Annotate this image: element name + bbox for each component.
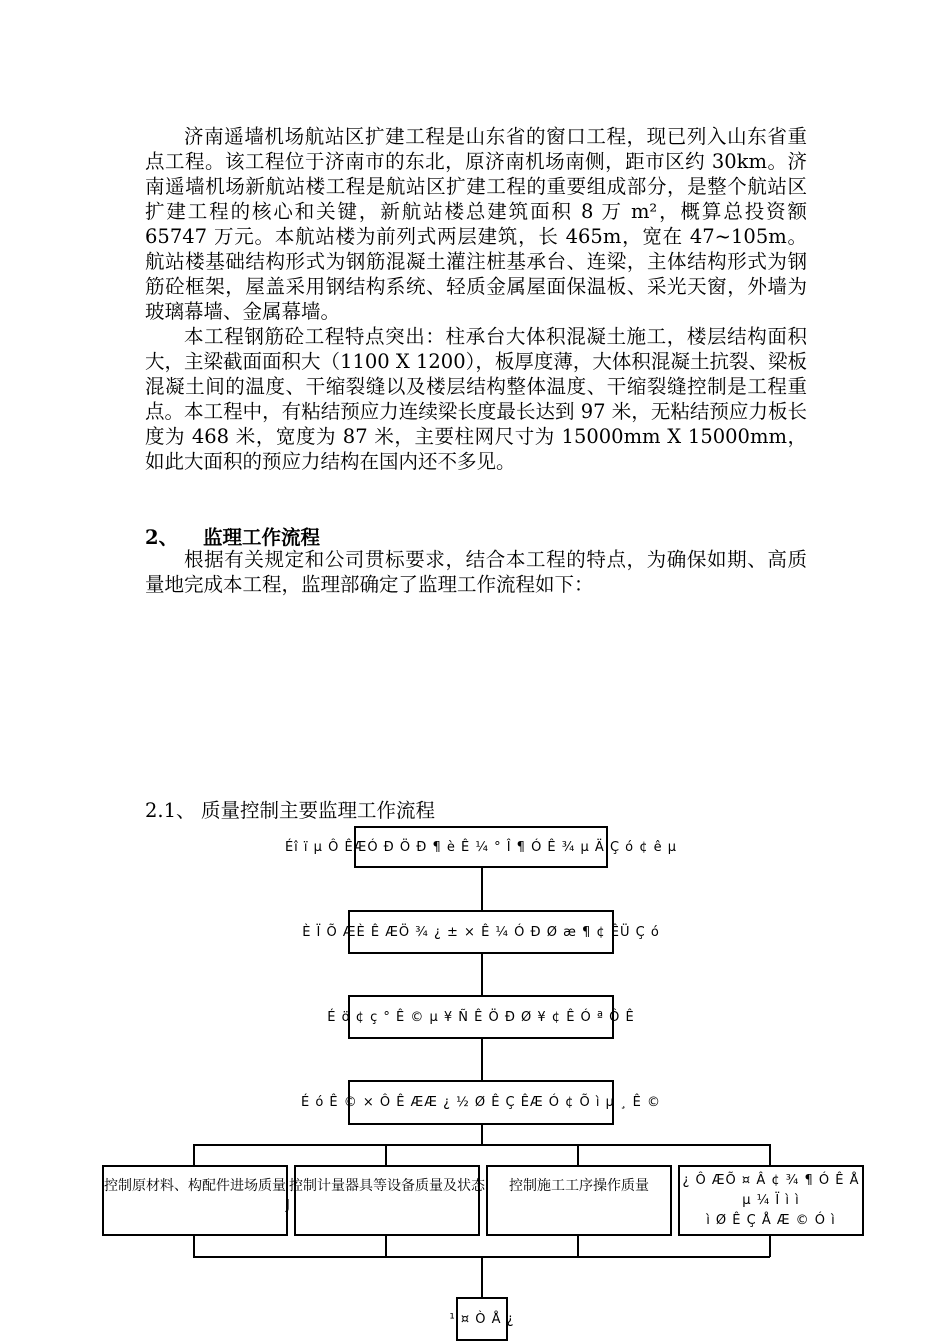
merge-rise-1: [193, 1235, 195, 1257]
branch-drop-3: [577, 1144, 579, 1166]
flow-col-4: [678, 1165, 864, 1236]
connector-4-branch: [481, 1124, 483, 1145]
paragraph-1: 济南遥墙机场航站区扩建工程是山东省的窗口工程，现已列入山东省重点工程。该工程位于济南市的东北，原济南机场南侧，距市区约 30km。济南遥墙机场新航站楼工程是航站区扩建工程的重要组成部分，是整个航站区扩建工程的核心和关键，新航站楼总建筑面积 8 万 m²，概算总投资额 65747 万元。本航站楼为前列式两层建筑，长 465m，宽在 47~105m。航站楼基础结构形式为钢筋混凝土灌注桩基承台、连梁，主体结构形式为钢筋砼框架，屋盖采用钢结构系统、轻质金属屋面保温板、采光天窗，外墙为玻璃幕墙、金属幕墙。: [145, 125, 807, 323]
paragraph-2: 本工程钢筋砼工程特点突出：柱承台大体积混凝土施工，楼层结构面积大，主梁截面面积大（1100 X 1200），板厚度薄，大体积混凝土抗裂、梁板混凝土间的温度、干缩裂缝以及楼层结构整体温度、干缩裂缝控制是工程重点。本工程中，有粘结预应力连续梁长度最长达到 97 米，无粘结预应力板长度为 468 米，宽度为 87 米，主要柱网尺寸为 15000mm X 15000mm，如此大面积的预应力结构在国内还不多见。: [145, 325, 807, 473]
merge-rise-2: [385, 1235, 387, 1257]
connector-1-2: [481, 867, 483, 911]
section-2-1-heading: [145, 795, 435, 823]
flow-box-1: Éî ï µ Ô ÊÆÓ Ð Ö Ð ¶ è Ê ¼ ° Î ¶ Ó Ê ¾ µ Ä Ç ó ¢ ê µ: [354, 826, 608, 868]
merge-rise-4: [769, 1235, 771, 1257]
connector-2-3: [481, 953, 483, 996]
flow-col-4-line-2: ì Ø Ê Ç Å Æ © Ó ì: [706, 1212, 836, 1228]
body-text: [145, 124, 807, 474]
section-2-heading: [145, 522, 320, 550]
section-2-intro: 根据有关规定和公司贯标要求，结合本工程的特点，为确保如期、高质量地完成本工程，监理部确定了监理工作流程如下：: [145, 548, 807, 596]
branch-drop-4: [769, 1144, 771, 1166]
section-2-1-title: 质量控制主要监理工作流程: [201, 799, 436, 822]
flow-col-raw-materials: 控制原材料、构配件进场质量: [102, 1165, 288, 1236]
flow-box-3: É ö ¢ ç ° Ê © µ ¥ Ñ Ê Ö Ð Ø ¥ ¢ Ê Ó ª Ô Ê: [348, 995, 614, 1039]
flow-box-4: É ó Ê © × Ô Ê ÆÆ ¿ ½ Ø Ê Ç ÊÆ Ó ¢ Õ ì µ ¸ Ê ©: [348, 1080, 614, 1125]
section-2-1-number: 2.1、: [145, 799, 196, 822]
flow-col-measuring-devices: 控制计量器具等设备质量及状态: [294, 1165, 480, 1236]
merge-rise-3: [577, 1235, 579, 1257]
branch-drop-2: [385, 1144, 387, 1166]
flow-box-2: È Ï Õ ÆÈ Ê ÆÖ ¾ ¿ ± × Ê ¼ Ó Ð Ø æ ¶ ¢ ÊÜ Ç ó: [348, 910, 614, 954]
flow-col-construction-process: 控制施工工序操作质量: [486, 1165, 672, 1236]
section-2-intro-block: [145, 547, 807, 597]
stray-mark: J: [286, 1198, 290, 1213]
connector-3-4: [481, 1038, 483, 1081]
section-2-title: 监理工作流程: [203, 526, 321, 549]
flow-box-bottom: ¹ ¤ Ò Å ¿: [456, 1297, 508, 1341]
branch-drop-1: [193, 1144, 195, 1166]
section-2-number: 2、: [145, 526, 179, 549]
branch-top-bar: [193, 1144, 770, 1146]
connector-merge-final: [481, 1256, 483, 1298]
flow-col-4-line-1: ¿ Ô ÆÕ ¤ Â ¢ ¾ ¶ Ó Ê Å µ ¼ Ï ì ì: [682, 1172, 860, 1208]
